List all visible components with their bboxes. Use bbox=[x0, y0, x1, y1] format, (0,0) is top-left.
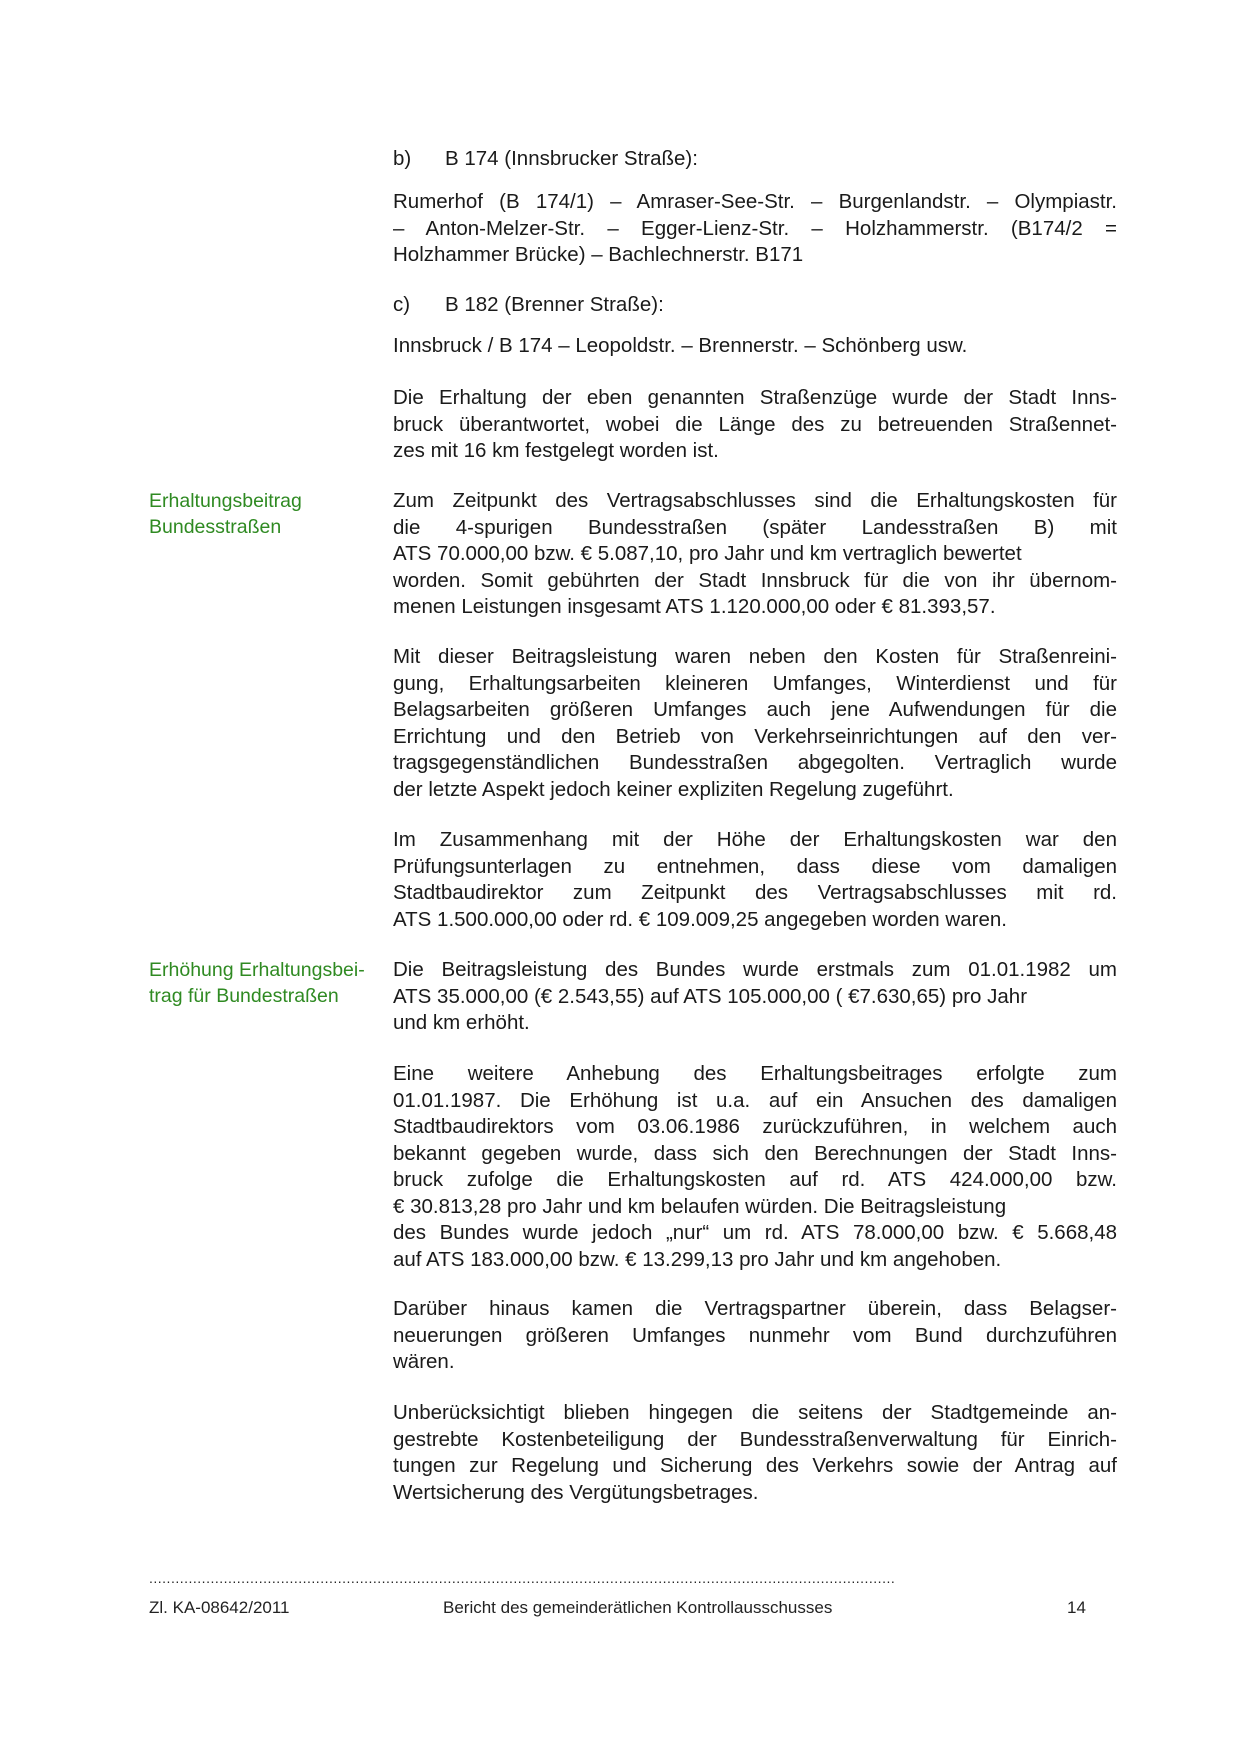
paragraph-4: Im Zusammenhang mit der Höhe der Erhaltungskosten war den Prüfungsunterlagen zu entnehmen, dass diese vom damaligen Stadtbaudirektor zum Zeitpunkt des Vertragsabschlusses mit rd. ATS 1.500.000,00 oder rd. € 109.009,25 angegeben worden waren. bbox=[393, 828, 1117, 931]
list-item-c-route: Innsbruck / B 174 – Leopoldstr. – Brennerstr. – Schönberg usw. bbox=[393, 334, 968, 357]
paragraph-2: Zum Zeitpunkt des Vertragsabschlusses sind die Erhaltungskosten für die 4-spurigen Bundesstraßen (später Landesstraßen B) mit ATS 70.000,00 bzw. € 5.087,10, pro Jahr und km vertraglich bewertet worden. Somit gebührten der Stadt Innsbruck für die von ihr übernom- menen Leistungen insgesamt ATS 1.120.000,00 oder € 81.393,57. bbox=[393, 489, 1117, 618]
list-item-b-route: Rumerhof (B 174/1) – Amraser-See-Str. – Burgenlandstr. – Olympiastr. – Anton-Melzer-Str. – Egger-Lienz-Str. – Holzhammerstr. (B174/2 = Holzhammer Brücke) – Bachlechnerstr. B171 bbox=[393, 190, 1117, 266]
footer-title: Bericht des gemeinderätlichen Kontrollausschusses bbox=[443, 1598, 833, 1617]
paragraph-1: Die Erhaltung der eben genannten Straßenzüge wurde der Stadt Inns- bruck überantwortet, wobei die Länge des zu betreuenden Straßennet- zes mit 16 km festgelegt worden ist. bbox=[393, 386, 1117, 462]
list-item-b-heading bbox=[393, 146, 698, 173]
sidenote-erhaltungsbeitrag: Erhaltungsbeitrag Bundesstraßen bbox=[149, 490, 302, 538]
list-letter: c) bbox=[393, 293, 411, 316]
sidenote-erhoehung: Erhöhung Erhaltungsbei- trag für Bundestraßen bbox=[149, 959, 365, 1007]
paragraph-8: Unberücksichtigt blieben hingegen die seitens der Stadtgemeinde an- gestrebte Kostenbeteiligung der Bundesstraßenverwaltung für Einrich- tungen zur Regelung und Sicherung des Verkehrs sowie der Antrag auf Wertsicherung des Vergütungsbetrages. bbox=[393, 1401, 1117, 1504]
paragraph-7: Darüber hinaus kamen die Vertragspartner überein, dass Belagser- neuerungen größeren Umfanges nunmehr vom Bund durchzuführen wären. bbox=[393, 1297, 1117, 1373]
list-item-c-heading bbox=[393, 292, 664, 319]
footer-divider: .......................................................................................................................................................................... bbox=[149, 1570, 896, 1586]
paragraph-3: Mit dieser Beitragsleistung waren neben den Kosten für Straßenreini- gung, Erhaltungsarbeiten kleineren Umfanges, Winterdienst und für Belagsarbeiten größeren Umfanges auch jene Aufwendungen für die Errichtung und den Betrieb von Verkehrseinrichtungen auf den ver- tragsgegenständlichen Bundesstraßen abgegolten. Vertraglich wurde der letzte Aspekt jedoch keiner expliziten Regelung zugeführt. bbox=[393, 645, 1117, 801]
footer-reference: Zl. KA-08642/2011 bbox=[149, 1598, 290, 1617]
paragraph-5: Die Beitragsleistung des Bundes wurde erstmals zum 01.01.1982 um ATS 35.000,00 (€ 2.543,55) auf ATS 105.000,00 ( €7.630,65) pro Jahr und km erhöht. bbox=[393, 958, 1117, 1034]
list-heading: B 182 (Brenner Straße): bbox=[445, 293, 664, 316]
list-letter: b) bbox=[393, 147, 412, 170]
paragraph-6: Eine weitere Anhebung des Erhaltungsbeitrages erfolgte zum 01.01.1987. Die Erhöhung ist u.a. auf ein Ansuchen des damaligen Stadtbaudirektors vom 03.06.1986 zurückzuführen, in welchem auch bekannt gegeben wurde, dass sich den Berechnungen der Stadt Inns- bruck zufolge die Erhaltungskosten auf rd. ATS 424.000,00 bzw. € 30.813,28 pro Jahr und km belaufen würden. Die Beitragsleistung des Bundes wurde jedoch „nur“ um rd. ATS 78.000,00 bzw. € 5.668,48 auf ATS 183.000,00 bzw. € 13.299,13 pro Jahr und km angehoben. bbox=[393, 1062, 1117, 1271]
list-heading: B 174 (Innsbrucker Straße): bbox=[445, 147, 698, 170]
footer-page-number: 14 bbox=[1067, 1598, 1086, 1617]
